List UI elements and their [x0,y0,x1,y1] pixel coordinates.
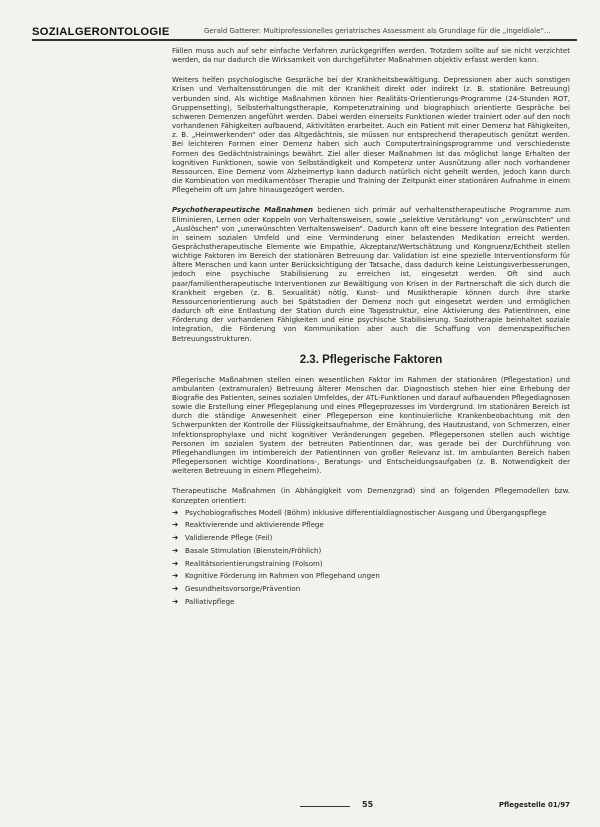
running-title: Gerald Gatterer: Multiprofessionelles geriatrisches Assessment als Grundlage für die „Ingeldiale“... [204,27,551,35]
arrow-bullet-icon: ➜ [172,533,179,543]
psychotherapy-lead: Psychotherapeutische Maßnahmen [172,205,314,215]
arrow-bullet-icon: ➜ [172,571,179,581]
journal-brand: SOZIALGERONTOLOGIE [32,26,170,38]
arrow-bullet-icon: ➜ [172,520,179,530]
list-item: ➜ Gesundheitsvorsorge/Prävention [172,584,301,594]
issue-label: Pflegestelle 01/97 [498,801,570,809]
arrow-bullet-icon: ➜ [172,545,179,555]
arrow-bullet-icon: ➜ [172,507,179,517]
paragraph-psychological-talks: Weiters helfen psychologische Gespräche bei der Krankheitsbewältigung. Depressionen aber auch sonstigen Krisen und Verhaltensstörungen die mit der Krankheit direkt oder indirekt (z. B. stationäre Betreuung) verbunden sind. Als wichtige Maßnahmen können hier Realitäts-Orientierungs-Programme (24-Stunden ROT, Gruppensetting), Selbsterhaltungstherapie, Kompetenztraining und biographisch orientierte Gespräche bei schweren Demenzen angeführt werden. Dabei werden einerseits Funktionen wieder trainiert oder auf den noch vorhandenen Fähigkeiten aufbauend, Aktivitäten erarbeitet. Auch ein Patient mit einer Demenz hat Fähigkeiten, z. B. „Heimwerkenden“ oder das Altgedächtnis, sie müssen nur entsprechend therapeutisch genützt werden. Bei leichteren Formen einer Demenz haben sich auch Computertrainingsprogramme und verschiedenste Formen des Gedächtnistrainings bewährt. Ziel aller dieser Maßnahmen ist das möglichst lange Erhalten der kognitiven Funktionen, sowie von Selbständigkeit und Kompetenz unter Ausnützung aller noch vorhandener Ressourcen. Eine Demenz vom Alzheimertyp kann dadurch natürlich nicht geheilt werden, jedoch kann durch die Kombination von medikamentöser Therapie und Training der Zeitpunkt einer stationären Aufnahme in einem Pflegeheim oft um Jahre hinausgezögert werden. [172,75,570,195]
list-item: ➜ Palliativpflege [172,596,235,606]
article-body [172,46,570,610]
list-item: ➜ Psychobiografisches Modell (Böhm) inklusive differentialdiagnostischer Ausgang und Übergangspflege [172,507,547,517]
paragraph-continuation: Fällen muss auch auf sehr einfache Verfahren zurückgegriffen werden. Trotzdem sollte auf sie nicht verzichtet werden, da nur dadurch die Wirksamkeit von durchgeführter Maßnahmen objektiv erfasst werden kann. [172,46,570,65]
list-item: ➜ Reaktivierende und aktivierende Pflege [172,520,324,530]
paragraph-nursing: Pflegerische Maßnahmen stellen einen wesentlichen Faktor im Rahmen der stationären (Pflegestation) und ambulanten (extramuralen) Betreuung älterer Menschen dar. Diagnostisch stehen hier eine Erhebung der Biografie des Patienten, seines sozialen Umfeldes, der ATL-Funktionen und darauf aufbauenden Pflegediagnosen sowie die Erstellung einer Pflegeplanung und eines Pflegeprozesses im Vordergrund. Im stationären Bereich ist durch die ständige Anwesenheit einer Pflegeperson eine kontinuierliche Krankenbeobachtung mit den Schwerpunkten der Kontrolle der Flüssigkeitsaufnahme, der Ernährung, des Hautzustand, von Schmerzen, einer Infektionsprophylaxe und nicht kognitiver Veränderungen gegeben. Pflegepersonen stellen auch wichtige Personen im sozialen System der betreuten Patientinnen dar, was gerade bei der Durchführung von Pflegehandlungen im intimbereich der Patientinnen von großer Relevanz ist. Im ambulanten Bereich haben Pflegepersonen wichtige Koordinations-, Beratungs- und Entscheidungsaufgaben (z. B. Notwendigkeit der weiteren Betreuung in einem Pflegeheim). [172,374,570,476]
arrow-bullet-icon: ➜ [172,558,179,568]
page-header [32,26,577,44]
paragraph-psychotherapy [172,205,570,342]
list-item: ➜ Validierende Pflege (Feil) [172,533,273,543]
psychotherapy-text: bedienen sich primär auf verhaltenstherapeutische Programme zum Eliminieren, Lernen oder Koppeln von Verhaltensweisen, sowie „selektive Verstärkung“ von „erwünschten“ und „Auslöschen“ von „unerwünschten Verhaltensweisen“. Dadurch kann oft eine bessere Integration des Patienten in seinem sozialen Umfeld und eine Verminderung einer belastenden Medikation erreicht werden. Gesprächstherapeutische Elemente wie Empathie, Akzeptanz/Wertschätzung und Kongruenz/Echtheit stellen wichtige Faktoren im Bereich der stationären Betreuung dar. Validation ist eine spezielle Interventionsform für ältere Menschen und kann unter Berücksichtigung der Tatsache, dass dadurch keine Leistungsverbesserungen, jedoch eine psychische Stabilisierung zu erreichen ist, eingesetzt werden. Oft sind auch paar/familientherapeutische Interventionen zur Bewältigung von Krisen in der Partnerschaft die sich durch die Krankheit ergeben (z. B. Sexualität) nötig. Kunst- und Musiktherapie können durch ihre starke Ressourcenorientierung auch bei Spätstadien der Demenz noch gut eingesetzt werden und ermöglichen dadurch oft eine Entlastung der Station durch eine Tagesstruktur, eine Aktivierung des Patientinnen, eine Förderung der vorhandenen Fähigkeiten und eine psychische Stabilisierung. Soziotherapie beinhaltet soziale Integration, die Förderung von Kommunikation aber auch die Schaffung von demenzspezifischen Betreuungsstrukturen. [172,205,570,343]
list-item: ➜ Kognitive Förderung im Rahmen von Pflegehand ungen [172,571,380,581]
list-intro: Therapeutische Maßnahmen (in Abhängigkeit vom Demenzgrad) sind an folgenden Pflegemodellen bzw. Konzepten orientiert: [172,486,570,505]
list-item: ➜ Basale Stimulation (Bienstein/Fröhlich) [172,545,322,555]
page-number: 55 [362,800,374,809]
footer-rule [300,806,350,807]
care-models-list [172,508,570,606]
arrow-bullet-icon: ➜ [172,584,179,594]
header-rule [32,39,577,41]
section-heading: 2.3. Pflegerische Faktoren [299,353,443,366]
arrow-bullet-icon: ➜ [172,596,179,606]
page-footer [300,800,570,814]
list-item: ➜ Realitätsorientierungstraining (Folsom) [172,558,323,568]
